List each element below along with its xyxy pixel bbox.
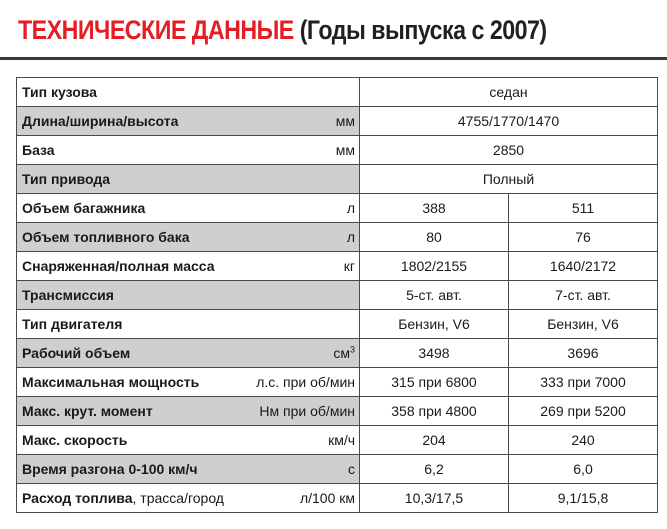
spec-label: Максимальная мощность	[22, 374, 200, 390]
spec-label: Длина/ширина/высота	[22, 113, 179, 129]
table-row	[17, 339, 658, 368]
table-row	[17, 136, 658, 165]
spec-value: 76	[509, 223, 658, 252]
spec-name-cell	[17, 397, 360, 426]
spec-name-cell	[17, 426, 360, 455]
spec-value: 388	[360, 194, 509, 223]
table-row	[17, 165, 658, 194]
page-title	[18, 14, 547, 46]
spec-value: Полный	[360, 165, 658, 194]
spec-value: 2850	[360, 136, 658, 165]
spec-value: 9,1/15,8	[509, 484, 658, 513]
spec-value: 358 при 4800	[360, 397, 509, 426]
spec-label: Тип кузова	[22, 84, 97, 100]
spec-name-cell	[17, 339, 360, 368]
spec-value: 80	[360, 223, 509, 252]
spec-label: Расход топлива, трасса/город	[22, 490, 224, 506]
spec-label: Макс. крут. момент	[22, 403, 153, 419]
spec-name-cell	[17, 223, 360, 252]
table-row	[17, 223, 658, 252]
table-row	[17, 426, 658, 455]
spec-unit: л.с. при об/мин	[256, 374, 355, 390]
spec-unit: л	[346, 200, 355, 216]
spec-label: Тип привода	[22, 171, 111, 187]
table-row	[17, 252, 658, 281]
spec-label: Макс. скорость	[22, 432, 128, 448]
spec-unit: км/ч	[328, 432, 355, 448]
spec-unit: $см^3$	[333, 344, 355, 361]
spec-unit: мм	[335, 113, 355, 129]
spec-name-cell	[17, 78, 360, 107]
spec-label: Объем топливного бака	[22, 229, 190, 245]
spec-name-cell	[17, 107, 360, 136]
spec-label: Трансмиссия	[22, 287, 114, 303]
spec-name-cell	[17, 281, 360, 310]
spec-name-cell	[17, 310, 360, 339]
spec-value: 511	[509, 194, 658, 223]
spec-label: Рабочий объем	[22, 345, 131, 361]
spec-name-cell	[17, 194, 360, 223]
spec-name-cell	[17, 455, 360, 484]
spec-name-cell	[17, 484, 360, 513]
spec-name-cell	[17, 165, 360, 194]
spec-label: Тип двигателя	[22, 316, 123, 332]
spec-value: 7-ст. авт.	[509, 281, 658, 310]
spec-label: База	[22, 142, 55, 158]
spec-value: 6,2	[360, 455, 509, 484]
spec-table	[16, 77, 658, 513]
table-row	[17, 107, 658, 136]
spec-label: Время разгона 0-100 км/ч	[22, 461, 198, 477]
spec-name-cell	[17, 252, 360, 281]
spec-unit: Нм при об/мин	[259, 403, 355, 419]
table-row	[17, 484, 658, 513]
spec-value: 6,0	[509, 455, 658, 484]
spec-unit: с	[348, 461, 355, 477]
spec-value: 3498	[360, 339, 509, 368]
spec-name-cell	[17, 136, 360, 165]
table-row	[17, 397, 658, 426]
title-divider	[0, 57, 667, 60]
table-row	[17, 455, 658, 484]
spec-value: 240	[509, 426, 658, 455]
spec-value: 3696	[509, 339, 658, 368]
spec-value: 5-ст. авт.	[360, 281, 509, 310]
spec-value: 269 при 5200	[509, 397, 658, 426]
spec-value: 333 при 7000	[509, 368, 658, 397]
title-main: ТЕХНИЧЕСКИЕ ДАННЫЕ	[18, 15, 294, 45]
spec-unit: л	[346, 229, 355, 245]
spec-value: седан	[360, 78, 658, 107]
spec-value: 315 при 6800	[360, 368, 509, 397]
spec-value: Бензин, V6	[360, 310, 509, 339]
spec-label: Объем багажника	[22, 200, 146, 216]
spec-unit: кг	[343, 258, 355, 274]
spec-value: Бензин, V6	[509, 310, 658, 339]
spec-value: 204	[360, 426, 509, 455]
spec-value: 4755/1770/1470	[360, 107, 658, 136]
spec-value: 1640/2172	[509, 252, 658, 281]
table-row	[17, 310, 658, 339]
spec-label: Снаряженная/полная масса	[22, 258, 215, 274]
spec-value: 10,3/17,5	[360, 484, 509, 513]
table-row	[17, 368, 658, 397]
spec-name-cell	[17, 368, 360, 397]
table-row	[17, 78, 658, 107]
spec-value: 1802/2155	[360, 252, 509, 281]
table-row	[17, 194, 658, 223]
table-row	[17, 281, 658, 310]
spec-unit: мм	[335, 142, 355, 158]
title-subtitle: (Годы выпуска с 2007)	[299, 15, 547, 45]
spec-unit: л/100 км	[299, 490, 355, 506]
